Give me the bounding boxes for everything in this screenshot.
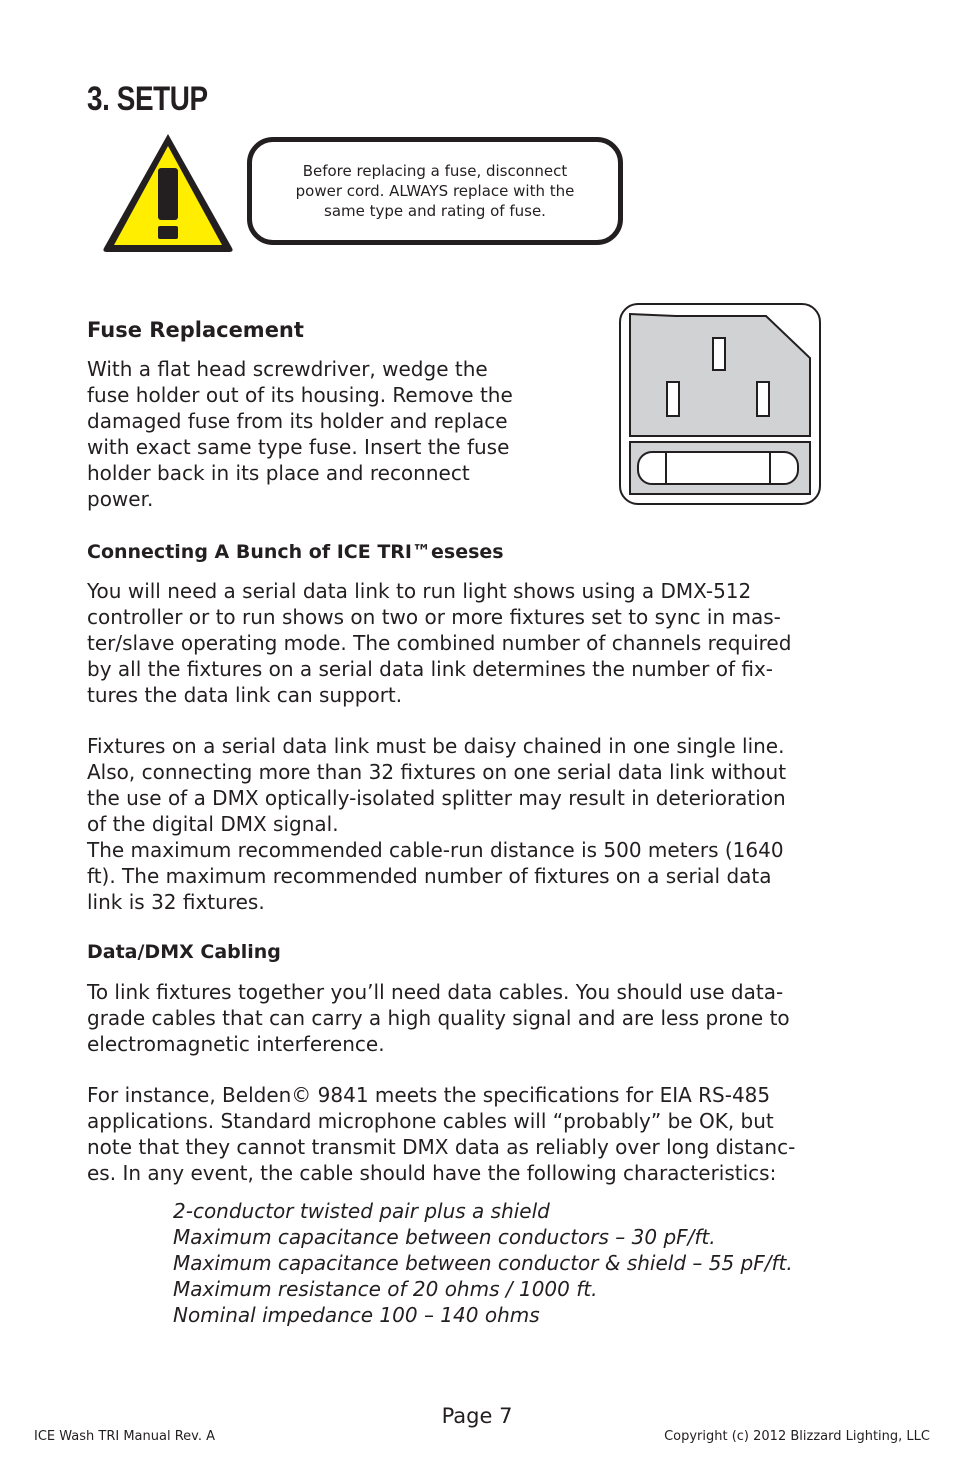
text-line: applications. Standard microphone cables will “probably” be OK, but — [87, 1109, 774, 1133]
text-line: the use of a DMX optically-isolated splitter may result in deterioration — [87, 786, 786, 810]
fuse-replacement-heading: Fuse Replacement — [87, 318, 304, 342]
text-line: ft). The maximum recommended number of fixtures on a serial data — [87, 864, 772, 888]
warning-message-box — [247, 137, 623, 245]
text-line: ter/slave operating mode. The combined number of channels required — [87, 631, 792, 655]
text-line: note that they cannot transmit DMX data as reliably over long distanc- — [87, 1135, 796, 1159]
text-line: controller or to run shows on two or more fixtures set to sync in mas- — [87, 605, 781, 629]
text-line: With a flat head screwdriver, wedge the — [87, 357, 488, 381]
text-line: holder back in its place and reconnect — [87, 461, 470, 485]
spec-line: 2-conductor twisted pair plus a shield — [173, 1199, 550, 1223]
connecting-heading: Connecting A Bunch of ICE TRI™eseses — [87, 541, 504, 563]
text-line: Fixtures on a serial data link must be daisy chained in one single line. — [87, 734, 785, 758]
section-title: 3. SETUP — [87, 80, 208, 118]
cabling-heading: Data/DMX Cabling — [87, 941, 281, 963]
page-number: Page 7 — [441, 1404, 513, 1428]
footer-copyright: Copyright (c) 2012 Blizzard Lighting, LLC — [664, 1429, 930, 1444]
warning-line: Before replacing a fuse, disconnect — [302, 162, 568, 180]
text-line: link is 32 fixtures. — [87, 890, 265, 914]
spec-line: Maximum capacitance between conductor & shield – 55 pF/ft. — [173, 1251, 793, 1275]
cabling-text-2 — [87, 1082, 795, 1186]
text-line: damaged fuse from its holder and replace — [87, 409, 508, 433]
text-line: es. In any event, the cable should have the following characteristics: — [87, 1161, 777, 1185]
spec-line: Nominal impedance 100 – 140 ohms — [173, 1303, 540, 1327]
text-line: electromagnetic interference. — [87, 1032, 385, 1056]
text-line: fuse holder out of its housing. Remove the — [87, 383, 513, 407]
fuse-replacement-text — [87, 356, 513, 512]
text-line: grade cables that can carry a high quality signal and are less prone to — [87, 1006, 790, 1030]
warning-line: same type and rating of fuse. — [324, 202, 546, 220]
text-line: The maximum recommended cable-run distance is 500 meters (1640 — [87, 838, 784, 862]
text-line: by all the fixtures on a serial data link determines the number of fix- — [87, 657, 773, 681]
warning-icon — [98, 128, 238, 256]
connecting-text-1 — [87, 578, 791, 708]
power-inlet-fuse-diagram — [618, 302, 822, 506]
connecting-text-2 — [87, 733, 786, 915]
text-line: For instance, Belden© 9841 meets the specifications for EIA RS-485 — [87, 1083, 771, 1107]
cable-specifications — [173, 1198, 793, 1328]
cabling-text-1 — [87, 979, 790, 1057]
text-line: tures the data link can support. — [87, 683, 403, 707]
text-line: with exact same type fuse. Insert the fuse — [87, 435, 510, 459]
spec-line: Maximum capacitance between conductors – 30 pF/ft. — [173, 1225, 716, 1249]
text-line: of the digital DMX signal. — [87, 812, 339, 836]
footer-manual-title: ICE Wash TRI Manual Rev. A — [34, 1429, 215, 1444]
warning-line: power cord. ALWAYS replace with the — [295, 182, 575, 200]
text-line: To link fixtures together you’ll need data cables. You should use data- — [87, 980, 784, 1004]
spec-line: Maximum resistance of 20 ohms / 1000 ft. — [173, 1277, 598, 1301]
text-line: power. — [87, 487, 154, 511]
text-line: You will need a serial data link to run light shows using a DMX-512 — [87, 579, 752, 603]
text-line: Also, connecting more than 32 fixtures on one serial data link without — [87, 760, 787, 784]
